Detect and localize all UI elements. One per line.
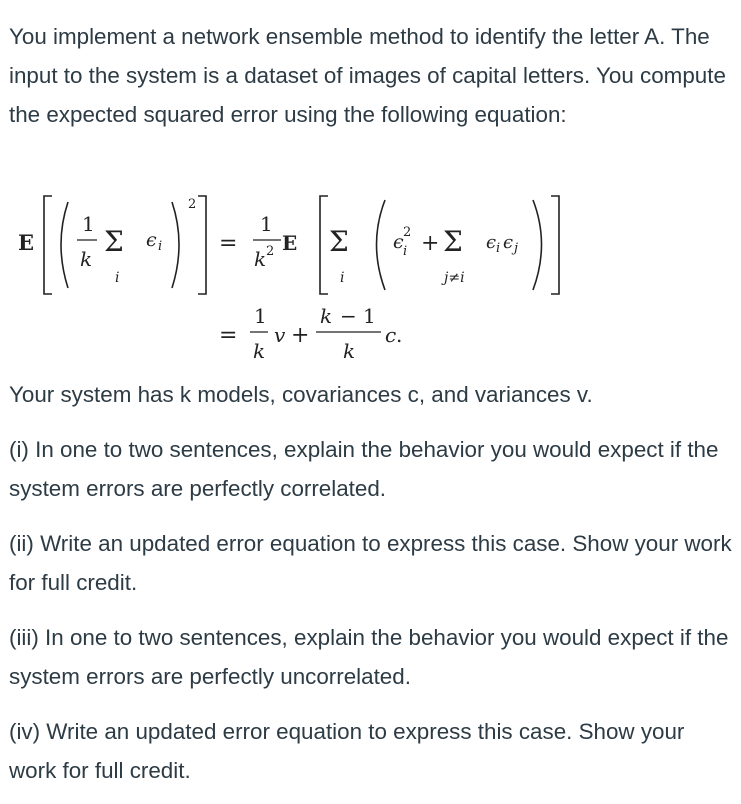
eq-plus-2: + [291, 323, 310, 348]
eq-frac-one-b: 1 [260, 212, 273, 236]
error-equation [0, 182, 741, 372]
eq-sum-a: Σ [104, 225, 124, 258]
eq-epsilon-a-sub: i [158, 239, 163, 254]
part-iii-paragraph: (iii) In one to two sentences, explain the behavior you would expect if the system errors are perfectly uncorrelated. [9, 625, 729, 689]
eq-frac-k-d: k [253, 339, 266, 363]
eq-epsilon-c1-sub: i [496, 241, 501, 256]
eq-left-bracket-close [198, 196, 206, 294]
eq-right-bracket-close [551, 196, 559, 294]
eq-frac-one-d: 1 [254, 304, 267, 328]
eq-frac-num-k: k [320, 304, 333, 328]
intro-paragraph: You implement a network ensemble method to identify the letter A. The input to the system is a dataset of images of capital letters. You compute the expected squared error using the following equation: [9, 24, 726, 127]
eq-sum-index-c: j≠i [444, 270, 465, 286]
eq-left-paren-close [172, 202, 179, 288]
eq-epsilon-c1: ϵ [486, 232, 497, 253]
eq-right-paren-close [533, 200, 542, 290]
eq-expectation-lhs: E [18, 230, 35, 255]
part-i-paragraph: (i) In one to two sentences, explain the behavior you would expect if the system errors are perfectly correlated. [9, 437, 719, 501]
part-iv-paragraph: (iv) Write an updated error equation to express this case. Show your work for full credit. [9, 719, 685, 783]
eq-frac-k-b: k [254, 247, 267, 271]
eq-frac-num-one: 1 [363, 304, 376, 328]
eq-frac-k-a: k [80, 247, 93, 271]
eq-left-paren-open [61, 202, 68, 288]
eq-covariance-c: c [385, 323, 397, 347]
eq-right-bracket-open [320, 196, 328, 294]
eq-sum-b: Σ [329, 225, 349, 258]
eq-sum-index-a: i [115, 270, 120, 286]
eq-frac-k-b-exp: 2 [266, 244, 275, 259]
eq-variance-v: v [274, 323, 286, 347]
eq-equals-2: = [219, 323, 238, 348]
eq-epsilon-b: ϵ [393, 231, 404, 253]
eq-epsilon-a: ϵ [146, 229, 157, 251]
eq-period: . [396, 323, 403, 347]
eq-expectation-rhs: E [282, 231, 298, 255]
eq-epsilon-c2: ϵ [503, 232, 514, 253]
eq-frac-k-e: k [343, 339, 356, 363]
eq-left-bracket-open [44, 196, 52, 294]
eq-frac-one-a: 1 [82, 212, 95, 236]
eq-sum-c: Σ [443, 225, 463, 258]
eq-frac-num-minus: − [340, 304, 357, 328]
setup-paragraph: Your system has k models, covariances c, and variances v. [9, 382, 593, 407]
eq-plus-1: + [421, 231, 440, 256]
eq-equals-1: = [219, 231, 238, 256]
part-ii-paragraph: (ii) Write an updated error equation to express this case. Show your work for full credit. [9, 531, 732, 595]
eq-epsilon-b-sup: 2 [403, 225, 412, 240]
eq-right-paren-open [377, 200, 386, 290]
eq-power-two: 2 [188, 197, 197, 212]
eq-sum-index-b: i [340, 270, 345, 286]
eq-epsilon-c2-sub: j [514, 241, 519, 256]
eq-epsilon-b-sub: i [403, 244, 408, 259]
